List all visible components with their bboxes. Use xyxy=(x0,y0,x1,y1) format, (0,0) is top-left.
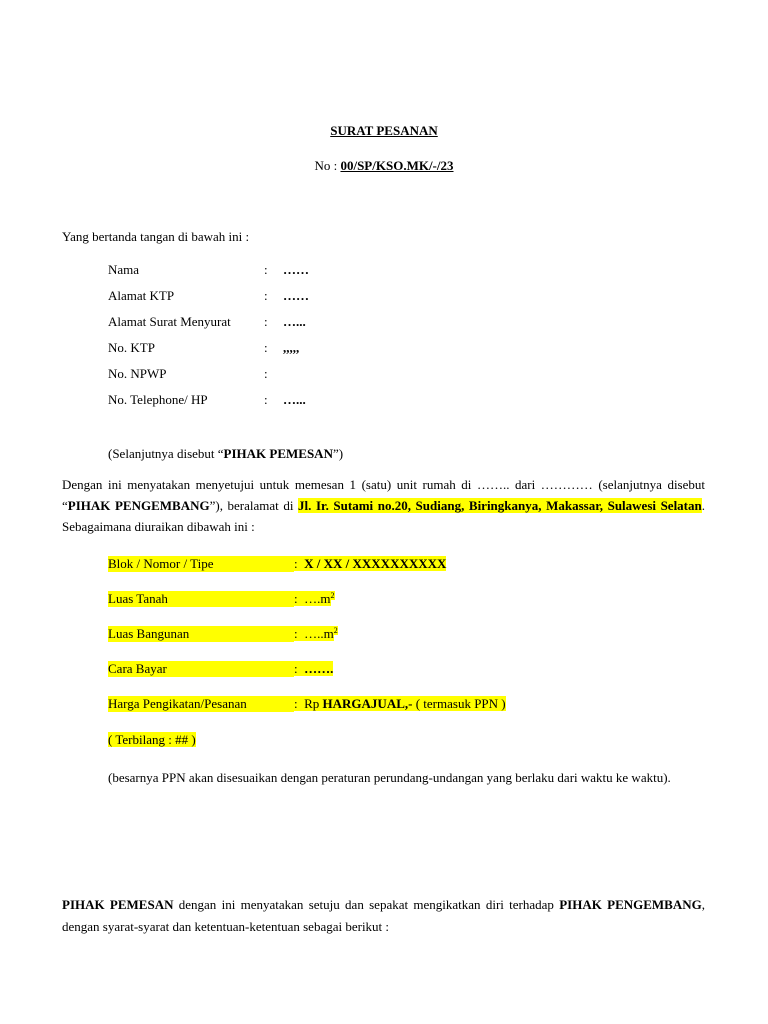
closing-part1: dengan ini menyatakan setuju dan sepakat mengikatkan diri terhadap xyxy=(173,897,560,912)
identity-label: No. NPWP xyxy=(108,366,167,381)
detail-value-wrap xyxy=(294,591,335,607)
pemesan-bold: PIHAK PEMESAN xyxy=(223,446,333,461)
detail-value-wrap xyxy=(294,556,446,572)
harga-label: Harga Pengikatan/Pesanan xyxy=(108,696,294,712)
pemesan-prefix: (Selanjutnya disebut “ xyxy=(108,446,224,461)
detail-row xyxy=(108,556,294,572)
identity-colon: : xyxy=(264,392,268,407)
detail-colon: : xyxy=(294,626,298,641)
identity-row xyxy=(108,262,139,278)
detail-value: …..m xyxy=(304,626,334,641)
intro-text: Yang bertanda tangan di bawah ini : xyxy=(62,229,250,244)
closing-pengembang: PIHAK PENGEMBANG xyxy=(559,897,702,912)
identity-label: Alamat Surat Menyurat xyxy=(108,314,231,329)
identity-row xyxy=(108,366,167,382)
closing-pemesan: PIHAK PEMESAN xyxy=(62,897,174,912)
detail-value: X / XX / XXXXXXXXXX xyxy=(304,556,447,571)
identity-row xyxy=(108,288,174,304)
identity-value: …... xyxy=(283,314,306,329)
detail-colon: : xyxy=(294,591,298,606)
detail-value: ……. xyxy=(304,661,334,676)
identity-value: …… xyxy=(283,262,309,277)
detail-row xyxy=(108,591,294,607)
identity-label: Alamat KTP xyxy=(108,288,175,303)
terbilang-text: ( Terbilang : ## ) xyxy=(108,732,196,747)
detail-label: Blok / Nomor / Tipe xyxy=(108,556,294,572)
terbilang-row xyxy=(108,732,196,748)
identity-row xyxy=(108,392,208,408)
harga-amount: HARGAJUAL,- xyxy=(322,696,413,711)
detail-label: Luas Tanah xyxy=(108,591,294,607)
closing-paragraph xyxy=(62,894,705,938)
document-number xyxy=(0,158,768,174)
identity-value: …... xyxy=(283,392,306,407)
harga-colon: : xyxy=(294,696,298,711)
identity-value: …… xyxy=(283,288,309,303)
harga-row xyxy=(108,696,294,712)
harga-value-wrap xyxy=(294,696,506,712)
number-label: No : xyxy=(314,158,338,173)
detail-value-wrap xyxy=(294,626,338,642)
identity-label: Nama xyxy=(108,262,140,277)
harga-suffix: ( termasuk PPN ) xyxy=(412,696,506,711)
detail-row xyxy=(108,626,294,642)
identity-colon: : xyxy=(264,288,268,303)
detail-colon: : xyxy=(294,556,298,571)
harga-prefix: Rp xyxy=(304,696,323,711)
statement-paragraph xyxy=(62,474,705,537)
identity-colon: : xyxy=(264,340,268,355)
detail-value-wrap xyxy=(294,661,333,677)
detail-sup: 2 xyxy=(330,590,335,600)
identity-row xyxy=(108,314,231,330)
document-title xyxy=(0,123,768,139)
statement-part1: Dengan ini menyatakan menyetujui untuk memesan 1 (satu) unit rumah di …….. dari ………… (selanjutnya disebut “ xyxy=(62,477,705,513)
identity-value: ,,,,, xyxy=(283,340,300,355)
ppn-note: (besarnya PPN akan disesuaikan dengan peraturan perundang-undangan yang berlaku dari waktu ke waktu). xyxy=(108,770,671,785)
closing-part2: , dengan syarat-syarat dan ketentuan-ketentuan sebagai berikut : xyxy=(62,897,705,934)
identity-colon: : xyxy=(264,366,268,381)
detail-sup: 2 xyxy=(333,625,338,635)
detail-label: Luas Bangunan xyxy=(108,626,294,642)
title-text: SURAT PESANAN xyxy=(330,123,438,138)
identity-label: No. Telephone/ HP xyxy=(108,392,208,407)
statement-part3: . Sebagaimana diuraikan dibawah ini : xyxy=(62,498,705,534)
statement-pengembang: PIHAK PENGEMBANG xyxy=(67,498,210,513)
number-value: 00/SP/KSO.MK/-/23 xyxy=(340,158,454,173)
detail-value: ….m xyxy=(304,591,331,606)
statement-address: Jl. Ir. Sutami no.20, Sudiang, Biringkanya, Makassar, Sulawesi Selatan xyxy=(298,498,702,513)
detail-colon: : xyxy=(294,661,298,676)
detail-label: Cara Bayar xyxy=(108,661,294,677)
identity-colon: : xyxy=(264,262,268,277)
statement-part2: ”), beralamat di xyxy=(209,498,299,513)
identity-row xyxy=(108,340,155,356)
identity-colon: : xyxy=(264,314,268,329)
pemesan-suffix: ”) xyxy=(332,446,344,461)
pemesan-designation xyxy=(108,446,343,462)
detail-row xyxy=(108,661,294,677)
identity-label: No. KTP xyxy=(108,340,155,355)
